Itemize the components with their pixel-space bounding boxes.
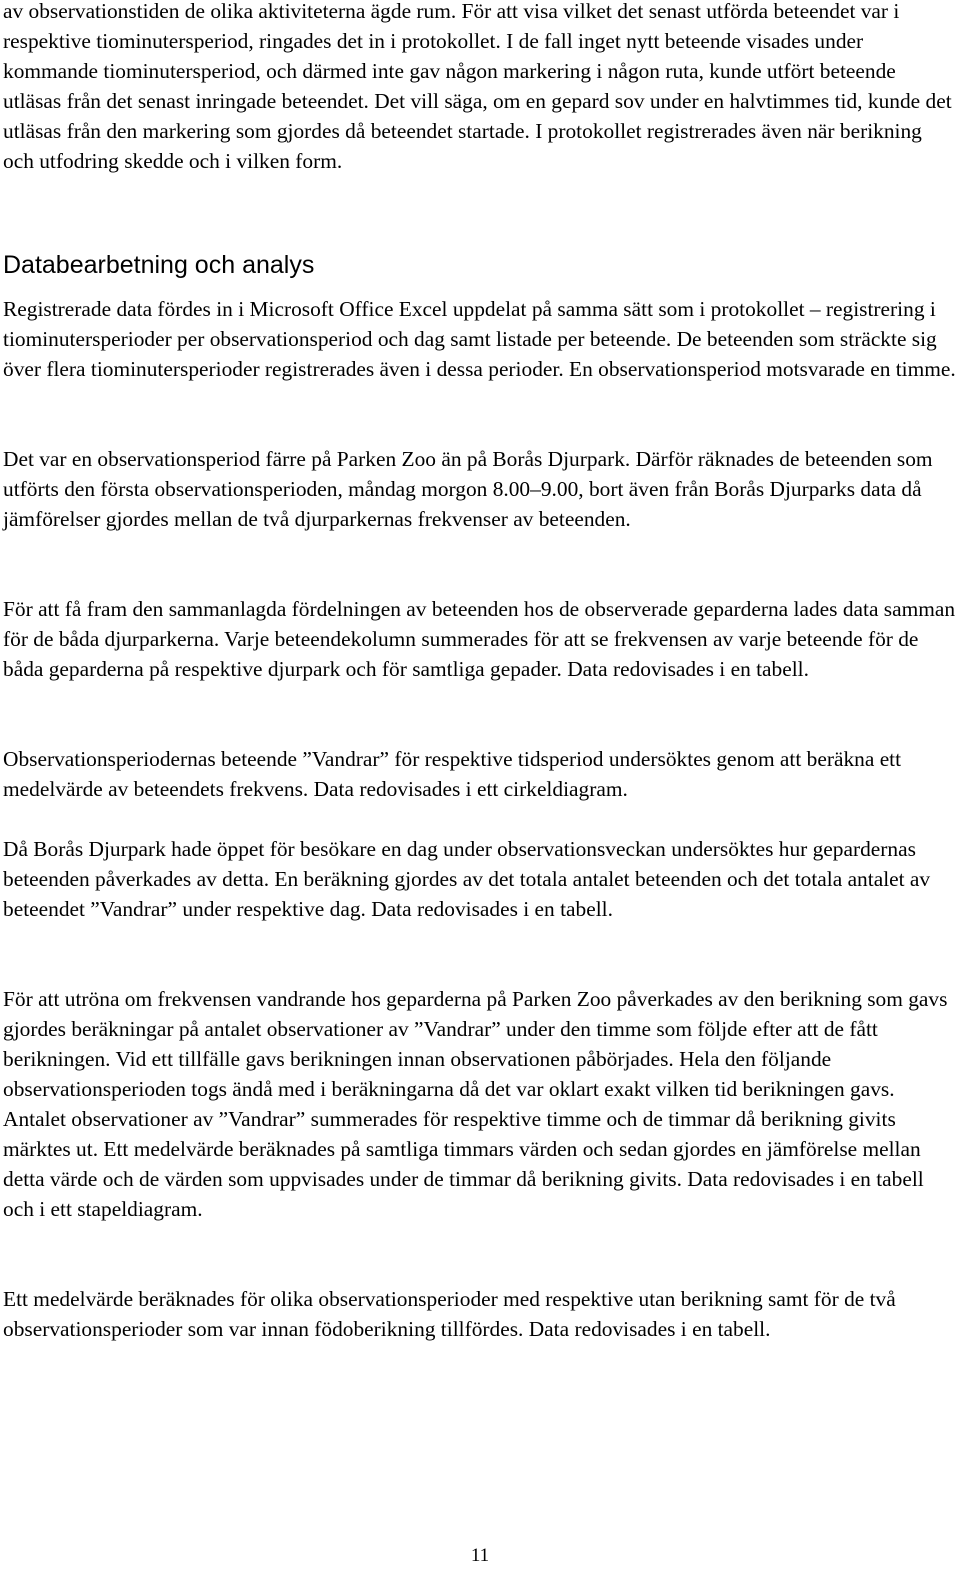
intro-paragraph: av observationstiden de olika aktiviteterna ägde rum. För att visa vilket det senast utförda beteendet var i respektive tiominutersperiod, ringades det in i protokollet. I de fall inget nytt beteende visades under kommande tiominutersperiod, och därmed inte gav någon markering i någon ruta, kunde utfört beteende utläsas från det senast inringade beteendet. Det vill säga, om en gepard sov under en halvtimmes tid, kunde det utläsas från den markering som gjordes då beteendet startade. I protokollet registrerades även när berikning och utfodring skedde och i vilken form.	[3, 0, 952, 173]
page-number: 11	[470, 1545, 490, 1566]
section-heading: Databearbetning och analys	[3, 251, 315, 279]
paragraph-visitor-day: Då Borås Djurpark hade öppet för besökare en dag under observationsveckan undersöktes hur gepardernas beteenden påverkades av detta. En beräkning gjordes av det totala antalet beteenden och det totala antalet av beteendet ”Vandrar” under respektive dag. Data redovisades i en tabell.	[3, 837, 931, 921]
paragraph-mean-value: Ett medelvärde beräknades för olika observationsperioder med respektive utan berikning samt för de två observationsperioder som var innan födoberikning tillfördes. Data redovisades i en tabell.	[3, 1287, 896, 1341]
paragraph-vandrar-average: Observationsperiodernas beteende ”Vandrar” för respektive tidsperiod undersöktes genom att beräkna ett medelvärde av beteendets frekvens. Data redovisades i ett cirkeldiagram.	[3, 747, 902, 801]
paragraph-excel-data: Registrerade data fördes in i Microsoft Office Excel uppdelat på samma sätt som i protokollet – registrering i tiominutersperioder per observationsperiod och dag samt listade per beteende. De beteenden som sträckte sig över flera tiominutersperioder registrerades även i dessa perioder. En observationsperiod motsvarade en timme.	[3, 297, 956, 381]
paragraph-observation-period: Det var en observationsperiod färre på Parken Zoo än på Borås Djurpark. Därför räknades de beteenden som utförts den första observationsperioden, måndag morgon 8.00–9.00, bort även från Borås Djurparks data då jämförelser gjordes mellan de två djurparkernas frekvenser av beteenden.	[3, 447, 933, 531]
paragraph-combined-distribution: För att få fram den sammanlagda fördelningen av beteenden hos de observerade geparderna lades data samman för de båda djurparkerna. Varje beteendekolumn summerades för att se frekvensen av varje beteende för de båda geparderna på respektive djurpark och för samtliga gepader. Data redovisades i en tabell.	[3, 597, 956, 681]
paragraph-enrichment: För att utröna om frekvensen vandrande hos geparderna på Parken Zoo påverkades av den berikning som gavs gjordes beräkningar på antalet observationer av ”Vandrar” under den timme som följde efter att de fått berikningen. Vid ett tillfälle gavs berikningen innan observationen påbörjades. Hela den följande observationsperioden togs ändå med i beräkningarna då det var oklart exakt vilken tid berikningen gavs. Antalet observationer av ”Vandrar” summerades för respektive timme och de timmar då berikning givits märktes ut. Ett medelvärde beräknades på samtliga timmars värden och sedan gjordes en jämförelse mellan detta värde och de värden som uppvisades under de timmar då berikning givits. Data redovisades i en tabell och i ett stapeldiagram.	[3, 987, 948, 1221]
